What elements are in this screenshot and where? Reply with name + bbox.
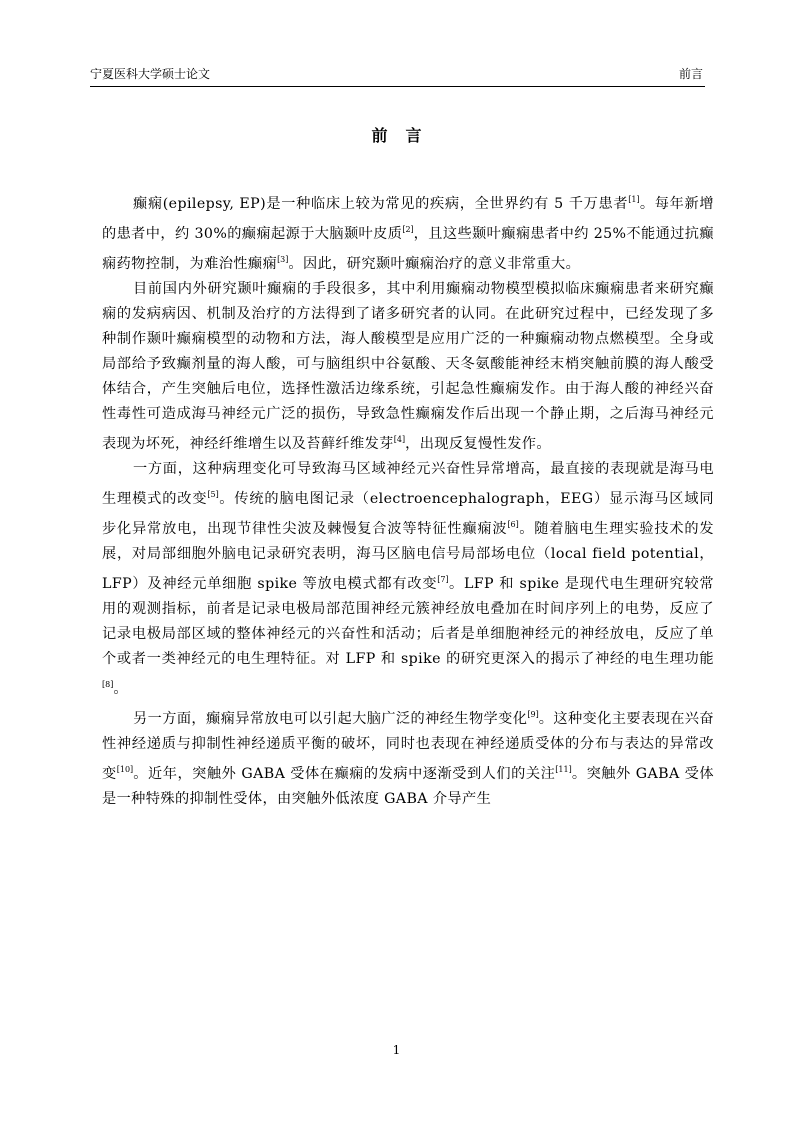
text-run: 。随着脑电生理实验技术的发展，对局部细胞外脑电记录研究表明，海马区脑电信号局部场电位（local field potential，LFP）及神经元单细胞 spike 等放电模式都有改变 (102, 521, 714, 592)
text-run: 。这种变化主要表现在兴奋性神经递质与抑制性神经递质平衡的破坏，同时也表现在神经递质受体的分布与表达的异常改变 (102, 711, 714, 782)
page-number: 1 (392, 1043, 401, 1057)
text-run: ，出现反复慢性发作。 (405, 436, 551, 452)
text-run: 。因此，研究颞叶癫痫治疗的意义非常重大。 (288, 256, 581, 272)
paragraph (102, 187, 714, 277)
citation-ref: [9] (527, 710, 539, 719)
header-thesis-title: 宁夏医科大学硕士论文 (90, 67, 211, 81)
text-run: 。 (113, 681, 128, 697)
body-text (102, 187, 714, 812)
text-run: 。近年，突触外 GABA 受体在癫痫的发病中逐渐受到人们的关注 (133, 766, 556, 782)
citation-ref: [1] (628, 195, 640, 204)
citation-ref: [4] (393, 435, 406, 444)
text-run: 。每年新增的患者中，约 30%的癫痫起源于大脑颞叶皮质 (102, 196, 714, 242)
paragraph (102, 702, 714, 812)
text-run: 目前国内外研究颞叶癫痫的手段很多，其中利用癫痫动物模型模拟临床癫痫患者来研究癫痫的发病病因、机制及治疗的方法得到了诸多研究者的认同。在此研究过程中，已经发现了多种制作颞叶癫痫模型的动物和方法，海人酸模型是应用广泛的一种癫痫动物点燃模型。全身或局部给予致癫剂量的海人酸，可与脑组织中谷氨酸、天冬氨酸能神经末梢突触前膜的海人酸受体结合，产生突触后电位，选择性激活边缘系统，引起急性癫痫发作。由于海人酸的神经兴奋性毒性可造成海马神经元广泛的损伤，导致急性癫痫发作后出现一个静止期，之后海马神经元表现为坏死，神经纤维增生以及苔藓纤维发芽 (102, 281, 714, 452)
text-run: ，且这些颞叶癫痫患者中约 25%不能通过抗癫痫药物控制，为难治性癫痫 (102, 226, 714, 272)
chapter-title: 前言 (371, 126, 440, 145)
citation-ref: [10] (116, 765, 134, 774)
text-run: 。LFP 和 spike 是现代电生理研究较常用的观测指标，前者是记录电极局部范围神经元簇神经放电叠加在时间序列上的电势，反应了记录电极局部区域的整体神经元的兴奋性和活动；后者是单细胞神经元的神经放电，反应了单个或者一类神经元的电生理特征。对 LFP 和 spike 的研究更深入的揭示了神经的电生理功能 (102, 576, 715, 667)
paragraph (102, 277, 714, 457)
text-run: 一方面，这种病理变化可导致海马区域神经元兴奋性异常增高，最直接的表现就是海马电生理模式的改变 (102, 461, 714, 507)
text-run: 癫痫(epilepsy, EP)是一种临床上较为常见的疾病，全世界约有 5 千万患者 (133, 196, 629, 212)
citation-ref: [7] (437, 575, 449, 584)
header-chapter-title: 前言 (678, 67, 703, 81)
text-run: 另一方面，癫痫异常放电可以引起大脑广泛的神经生物学变化 (133, 711, 528, 727)
text-run: 。传统的脑电图记录（electroencephalograph，EEG）显示海马区域同步化异常放电，出现节律性尖波及棘慢复合波等特征性癫痫波 (102, 491, 714, 537)
page-header (90, 64, 705, 87)
citation-ref: [6] (507, 520, 519, 529)
citation-ref: [5] (207, 490, 219, 499)
citation-ref: [11] (555, 765, 572, 774)
text-run: 。突触外 GABA 受体是一种特殊的抑制性受体，由突触外低浓度 GABA 介导产生 (102, 766, 714, 807)
citation-ref: [8] (102, 680, 114, 689)
citation-ref: [3] (277, 255, 289, 264)
paragraph (102, 457, 714, 702)
citation-ref: [2] (402, 225, 414, 234)
